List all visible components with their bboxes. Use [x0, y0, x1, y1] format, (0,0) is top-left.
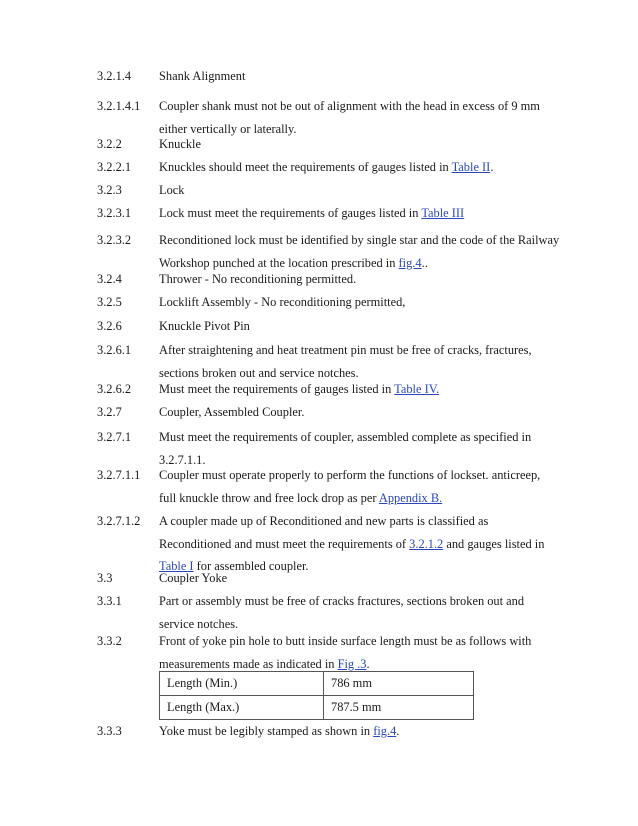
text-segment: either vertically or laterally.: [159, 121, 297, 136]
yoke-length-table: [159, 671, 474, 720]
text-segment: Workshop punched at the location prescribed in: [159, 255, 399, 270]
section-text-line: [159, 65, 551, 88]
section-text-line: [159, 533, 551, 556]
reference-link[interactable]: Fig .3: [337, 656, 367, 671]
section-text-line: [159, 156, 551, 179]
section-text-line: [159, 268, 551, 291]
section-number: 3.2.2.1: [97, 160, 132, 174]
section-number: 3.2.5: [97, 295, 122, 309]
reference-link[interactable]: Table IV.: [394, 382, 440, 396]
section-number: 3.2.6.2: [97, 382, 132, 396]
reference-link[interactable]: Table II: [451, 160, 491, 174]
section-number: 3.2.1.4: [97, 69, 132, 83]
section-text-line: [159, 229, 560, 252]
section-text-line: [159, 401, 551, 424]
text-segment: Lock: [159, 183, 185, 197]
text-segment: Locklift Assembly - No reconditioning permitted,: [159, 295, 406, 309]
reference-link[interactable]: fig.4: [373, 724, 397, 738]
text-segment: Knuckle Pivot Pin: [159, 319, 250, 333]
text-segment: Knuckles should meet the requirements of gauges listed in: [159, 160, 452, 174]
section-number: 3.3.3: [97, 724, 122, 738]
reference-link[interactable]: Appendix B.: [378, 490, 443, 505]
text-segment: Front of yoke pin hole to butt inside surface length must be as follows with: [159, 634, 532, 648]
text-segment: Coupler must operate properly to perform the functions of lockset. anticreep,: [159, 468, 541, 482]
text-segment: sections broken out and service notches.: [159, 365, 359, 380]
section-text-line: [159, 95, 551, 118]
section-number: 3.2.7.1.1: [97, 468, 141, 482]
text-segment: service notches.: [159, 616, 239, 631]
section-number: 3.2.7.1.2: [97, 514, 141, 528]
text-segment: Reconditioned lock must be identified by single star and the code of the Railway: [159, 233, 560, 247]
section-text-line: [159, 133, 551, 156]
text-segment: for assembled coupler.: [193, 559, 309, 573]
reference-link[interactable]: fig.4: [398, 255, 422, 270]
section-number: 3.2.6.1: [97, 343, 132, 357]
text-segment: Knuckle: [159, 137, 201, 151]
section-number: 3.2.7: [97, 405, 122, 419]
section-text-line: [159, 378, 551, 401]
section-text-line: [159, 179, 551, 202]
text-segment: .: [366, 656, 370, 671]
section-number: 3.2.7.1: [97, 430, 132, 444]
text-segment: and gauges listed in: [443, 536, 545, 551]
section-number: 3.2.3: [97, 183, 122, 197]
section-number: 3.3: [97, 571, 113, 585]
section-number: 3.2.3.2: [97, 233, 132, 247]
text-segment: Must meet the requirements of gauges listed in: [159, 382, 395, 396]
text-segment: Part or assembly must be free of cracks fractures, sections broken out and: [159, 594, 525, 608]
section-text-line: [159, 426, 551, 449]
text-segment: 3.2.7.1.1.: [159, 452, 206, 467]
section-text-line: [159, 339, 551, 362]
section-number: 3.2.6: [97, 319, 122, 333]
text-segment: Lock must meet the requirements of gauges listed in: [159, 206, 422, 220]
section-number: 3.2.1.4.1: [97, 99, 141, 113]
section-text-line: [159, 630, 551, 653]
section-text-line: [159, 291, 551, 314]
section-number: 3.3.2: [97, 634, 122, 648]
section-number: 3.2.2: [97, 137, 122, 151]
text-segment: After straightening and heat treatment pin must be free of cracks, fractures,: [159, 343, 532, 357]
text-segment: Coupler, Assembled Coupler.: [159, 405, 305, 419]
section-text-line: [159, 510, 551, 533]
reference-link[interactable]: Table I: [159, 559, 194, 573]
section-text-line: [159, 202, 551, 225]
text-segment: Shank Alignment: [159, 69, 246, 83]
section-text-line: [159, 315, 551, 338]
table-row: [160, 696, 474, 720]
text-segment: .: [396, 724, 400, 738]
section-number: 3.2.3.1: [97, 206, 132, 220]
text-segment: Yoke must be legibly stamped as shown in: [159, 724, 374, 738]
reference-link[interactable]: 3.2.1.2: [409, 536, 444, 551]
text-segment: ..: [421, 255, 428, 270]
text-segment: full knuckle throw and free lock drop as per: [159, 490, 379, 505]
text-segment: Thrower - No reconditioning permitted.: [159, 272, 357, 286]
section-number: 3.3.1: [97, 594, 122, 608]
table-cell: Length (Min.): [160, 672, 324, 696]
text-segment: Must meet the requirements of coupler, assembled complete as specified in: [159, 430, 532, 444]
text-segment: measurements made as indicated in: [159, 656, 338, 671]
reference-link[interactable]: Table III: [421, 206, 465, 220]
text-segment: Coupler Yoke: [159, 571, 228, 585]
section-text-line: [159, 487, 551, 510]
text-segment: A coupler made up of Reconditioned and new parts is classified as: [159, 514, 489, 528]
section-text-line: [159, 567, 551, 590]
section-text-line: [159, 720, 551, 743]
table-cell: Length (Max.): [160, 696, 324, 720]
table-cell: 787.5 mm: [324, 696, 474, 720]
table-cell: 786 mm: [324, 672, 474, 696]
section-text-line: [159, 464, 551, 487]
text-segment: Coupler shank must not be out of alignment with the head in excess of 9 mm: [159, 99, 540, 113]
section-text-line: [159, 590, 551, 613]
text-segment: Reconditioned and must meet the requirements of: [159, 536, 410, 551]
text-segment: .: [490, 160, 494, 174]
table-row: [160, 672, 474, 696]
section-number: 3.2.4: [97, 272, 122, 286]
